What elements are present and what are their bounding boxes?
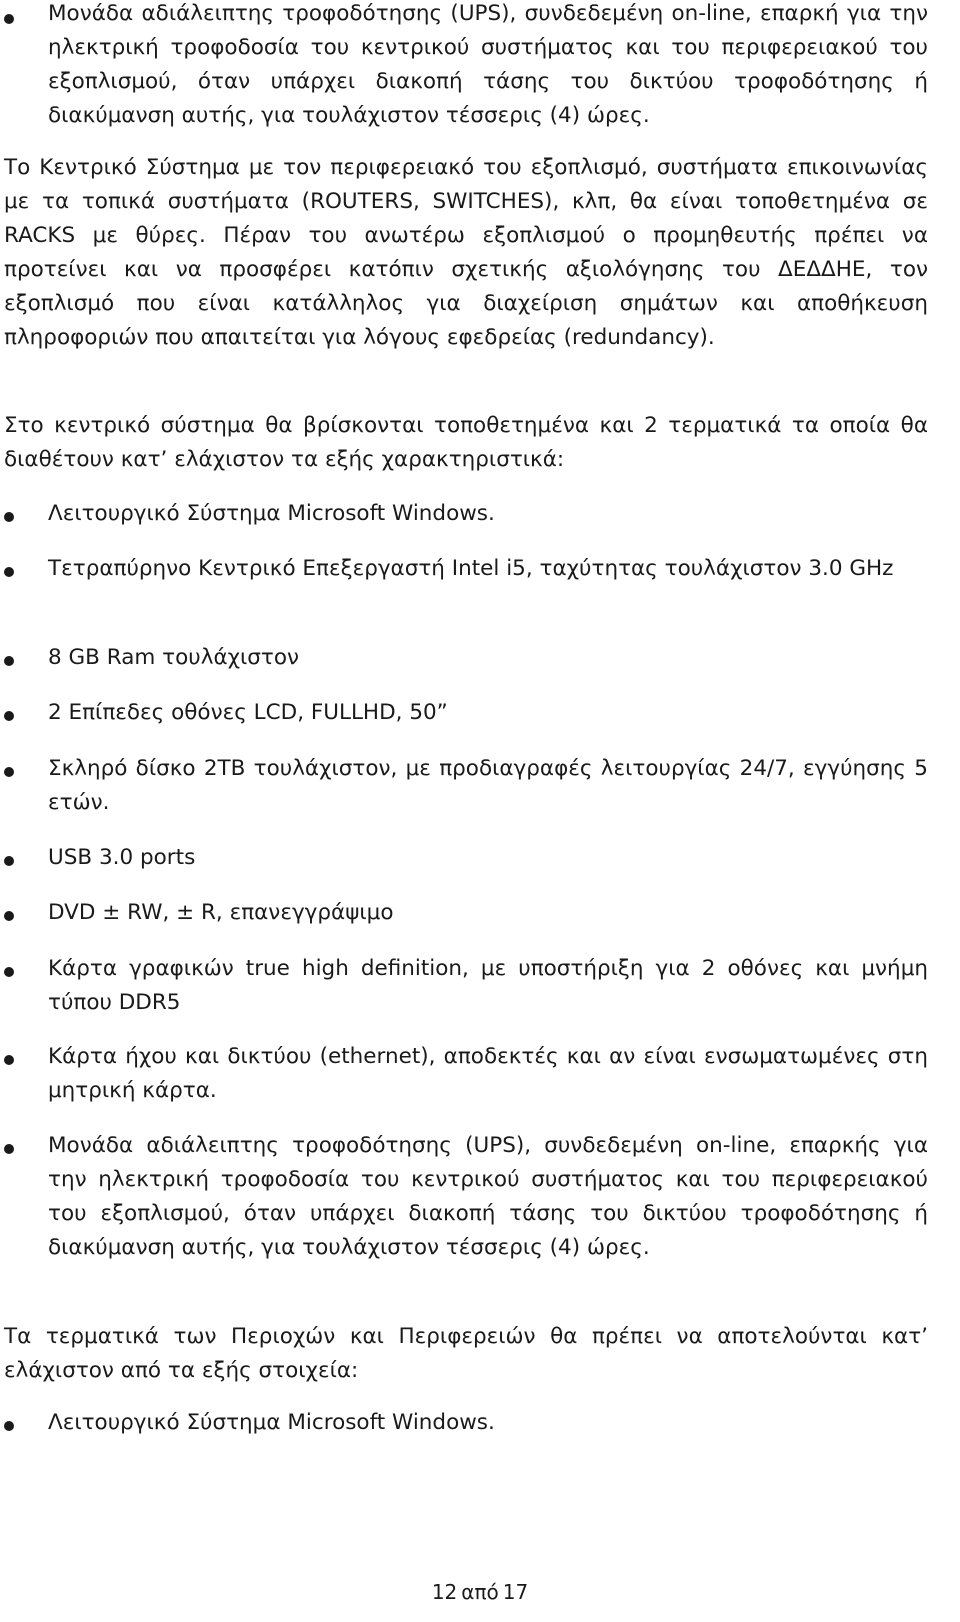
bullet-icon (4, 14, 14, 24)
spec-item-dvd: DVD ± RW, ± R, επανεγγράψιμο (48, 900, 394, 925)
page-number-separator: από (461, 1580, 499, 1604)
spec-item-graphics: Κάρτα γραφικών true high definition, με υποστήριξη για 2 οθόνες και μνήμη τύπου DDR5 (48, 956, 928, 1015)
bullet-icon (4, 1055, 14, 1065)
regional-spec-item-os: Λειτουργικό Σύστημα Microsoft Windows. (48, 1410, 495, 1435)
spec-item-monitors: 2 Επίπεδες οθόνες LCD, FULLHD, 50” (48, 700, 448, 725)
page-number-total: 17 (502, 1580, 529, 1604)
paragraph-regional-terminals-intro: Τα τερματικά των Περιοχών και Περιφερειών θα πρέπει να αποτελούνται κατ’ ελάχιστον από τα εξής στοιχεία: (4, 1324, 928, 1383)
spec-item-os: Λειτουργικό Σύστημα Microsoft Windows. (48, 501, 495, 526)
bullet-icon (4, 711, 14, 721)
bullet-icon (4, 656, 14, 666)
bullet-icon (4, 512, 14, 522)
bullet-icon (4, 1144, 14, 1154)
top-bullet-ups: Μονάδα αδιάλειπτης τροφοδότησης (UPS), συνδεδεμένη on-line, επαρκή για την ηλεκτρική τροφοδοσία του κεντρικού συστήματος και του περιφερειακού του εξοπλισμού, όταν υπάρχει διακοπή τάσης του δικτύου τροφοδότησης ή διακύμανση αυτής, για τουλάχιστον τέσσερις (4) ώρες. (48, 1, 928, 128)
spec-item-disk: Σκληρό δίσκο 2TB τουλάχιστον, με προδιαγραφές λειτουργίας 24/7, εγγύησης 5 ετών. (48, 756, 928, 815)
paragraph-racks: Το Κεντρικό Σύστημα με τον περιφερειακό του εξοπλισμό, συστήματα επικοινωνίας με τα τοπικά συστήματα (ROUTERS, SWITCHES), κλπ, θα είναι τοποθετημένα σε RACKS με θύρες. Πέραν του ανωτέρω εξοπλισμού ο προμηθευτής πρέπει να προτείνει και να προσφέρει κατόπιν σχετικής αξιολόγησης του ΔΕΔΔΗΕ, τον εξοπλισμό που είναι κατάλληλος για διαχείριση σημάτων και αποθήκευση πληροφοριών που απαιτείται για λόγους εφεδρείας (redundancy). (4, 155, 928, 350)
bullet-icon (4, 856, 14, 866)
bullet-icon (4, 1421, 14, 1431)
bullet-icon (4, 911, 14, 921)
bullet-icon (4, 967, 14, 977)
spec-item-cpu: Τετραπύρηνο Κεντρικό Επεξεργαστή Intel i5, ταχύτητας τουλάχιστον 3.0 GHz (48, 556, 894, 581)
page-number (0, 1578, 960, 1606)
spec-item-ram: 8 GB Ram τουλάχιστον (48, 645, 300, 670)
bullet-icon (4, 567, 14, 577)
paragraph-central-terminals-intro: Στο κεντρικό σύστημα θα βρίσκονται τοποθετημένα και 2 τερματικά τα οποία θα διαθέτουν κατ’ ελάχιστον τα εξής χαρακτηριστικά: (4, 413, 928, 472)
spec-item-audio-network: Κάρτα ήχου και δικτύου (ethernet), αποδεκτές και αν είναι ενσωματωμένες στη μητρική κάρτα. (48, 1044, 928, 1103)
spec-item-usb: USB 3.0 ports (48, 845, 196, 870)
bullet-icon (4, 767, 14, 777)
page-number-current: 12 (431, 1580, 458, 1604)
spec-item-ups: Μονάδα αδιάλειπτης τροφοδότησης (UPS), συνδεδεμένη on-line, επαρκής για την ηλεκτρική τροφοδοσία του κεντρικού συστήματος και του περιφερειακού του εξοπλισμού, όταν υπάρχει διακοπή τάσης του δικτύου τροφοδότησης ή διακύμανση αυτής, για τουλάχιστον τέσσερις (4) ώρες. (48, 1133, 928, 1260)
